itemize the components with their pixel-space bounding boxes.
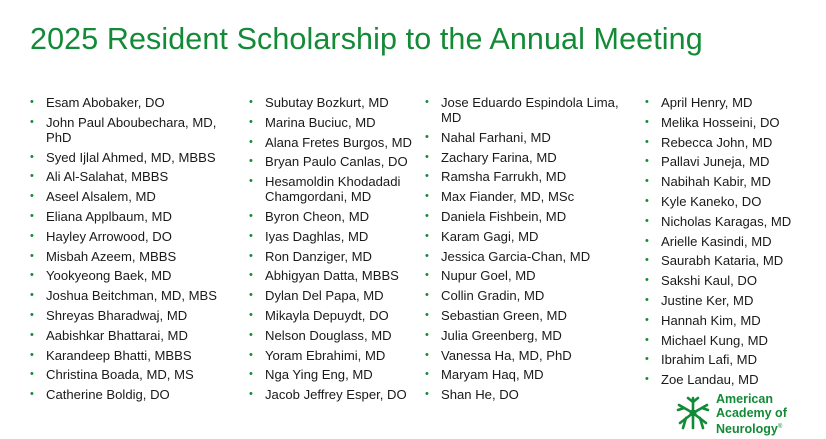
scholar-name: • Jessica Garcia-Chan, MD	[425, 249, 635, 264]
scholar-name: • Nahal Farhani, MD	[425, 130, 635, 145]
scholar-name: • Hayley Arrowood, DO	[30, 229, 245, 244]
scholar-name: • Mikayla Depuydt, DO	[249, 308, 429, 323]
scholar-name: • Nabihah Kabir, MD	[645, 174, 820, 189]
scholar-name: • Nelson Douglass, MD	[249, 328, 429, 343]
scholar-name: • Hesamoldin Khodadadi Chamgordani, MD	[249, 174, 429, 204]
scholar-name: • Vanessa Ha, MD, PhD	[425, 348, 635, 363]
scholar-name: • Rebecca John, MD	[645, 135, 820, 150]
scholar-name: • Dylan Del Papa, MD	[249, 288, 429, 303]
scholar-name: • Arielle Kasindi, MD	[645, 234, 820, 249]
scholar-name: • Daniela Fishbein, MD	[425, 209, 635, 224]
scholar-name: • Ali Al-Salahat, MBBS	[30, 169, 245, 184]
scholar-name: • Collin Gradin, MD	[425, 288, 635, 303]
scholar-name: • Esam Abobaker, DO	[30, 95, 245, 110]
registered-mark: ®	[777, 424, 783, 430]
page-title: 2025 Resident Scholarship to the Annual Meeting	[30, 22, 703, 56]
aan-logo	[675, 392, 825, 438]
scholar-name: • Maryam Haq, MD	[425, 367, 635, 382]
scholar-name: • Justine Ker, MD	[645, 293, 820, 308]
scholar-name: • Hannah Kim, MD	[645, 313, 820, 328]
scholar-name: • John Paul Aboubechara, MD, PhD	[30, 115, 245, 145]
scholar-name: • Christina Boada, MD, MS	[30, 367, 245, 382]
scholar-name: • Marina Buciuc, MD	[249, 115, 429, 130]
scholar-name: • Iyas Daghlas, MD	[249, 229, 429, 244]
scholar-name: • Syed Ijlal Ahmed, MD, MBBS	[30, 150, 245, 165]
scholar-name: • Max Fiander, MD, MSc	[425, 189, 635, 204]
scholar-name: • Nga Ying Eng, MD	[249, 367, 429, 382]
scholar-name: • Nicholas Karagas, MD	[645, 214, 820, 229]
scholar-name: • Sebastian Green, MD	[425, 308, 635, 323]
scholar-name: • Shan He, DO	[425, 387, 635, 402]
scholar-name: • Abhigyan Datta, MBBS	[249, 268, 429, 283]
scholar-name: • Aabishkar Bhattarai, MD	[30, 328, 245, 343]
scholar-name: • Shreyas Bharadwaj, MD	[30, 308, 245, 323]
scholar-name: • Jose Eduardo Espindola Lima, MD	[425, 95, 635, 125]
logo-line-3: Neurology	[716, 422, 778, 437]
name-column-2	[249, 95, 429, 407]
scholar-name: • Zachary Farina, MD	[425, 150, 635, 165]
scholar-name: • Sakshi Kaul, DO	[645, 273, 820, 288]
scholar-name: • Aseel Alsalem, MD	[30, 189, 245, 204]
scholar-name: • Catherine Boldig, DO	[30, 387, 245, 402]
scholar-name: • Ibrahim Lafi, MD	[645, 352, 820, 367]
scholar-name: • Eliana Applbaum, MD	[30, 209, 245, 224]
scholar-name: • April Henry, MD	[645, 95, 820, 110]
scholar-name: • Nupur Goel, MD	[425, 268, 635, 283]
scholar-name: • Yookyeong Baek, MD	[30, 268, 245, 283]
scholar-name: • Joshua Beitchman, MD, MBS	[30, 288, 245, 303]
scholar-name: • Alana Fretes Burgos, MD	[249, 135, 429, 150]
scholar-name: • Saurabh Kataria, MD	[645, 253, 820, 268]
scholar-name: • Misbah Azeem, MBBS	[30, 249, 245, 264]
scholar-name: • Ron Danziger, MD	[249, 249, 429, 264]
scholar-name: • Pallavi Juneja, MD	[645, 154, 820, 169]
scholar-name: • Zoe Landau, MD	[645, 372, 820, 387]
scholar-name: • Michael Kung, MD	[645, 333, 820, 348]
scholar-name: • Yoram Ebrahimi, MD	[249, 348, 429, 363]
scholar-name: • Subutay Bozkurt, MD	[249, 95, 429, 110]
scholar-name: • Karandeep Bhatti, MBBS	[30, 348, 245, 363]
scholar-name: • Byron Cheon, MD	[249, 209, 429, 224]
name-column-1	[30, 95, 245, 407]
name-column-3	[425, 95, 635, 407]
scholar-name: • Jacob Jeffrey Esper, DO	[249, 387, 429, 402]
logo-line-2: Academy of	[716, 406, 787, 420]
logo-line-1: American	[716, 392, 773, 406]
scholar-name: • Kyle Kaneko, DO	[645, 194, 820, 209]
scholar-name: • Melika Hosseini, DO	[645, 115, 820, 130]
scholar-name: • Ramsha Farrukh, MD	[425, 169, 635, 184]
scholar-name: • Karam Gagi, MD	[425, 229, 635, 244]
scholar-name: • Bryan Paulo Canlas, DO	[249, 154, 429, 169]
scholar-name: • Julia Greenberg, MD	[425, 328, 635, 343]
aan-neuron-icon	[675, 395, 711, 431]
name-column-4	[645, 95, 820, 392]
